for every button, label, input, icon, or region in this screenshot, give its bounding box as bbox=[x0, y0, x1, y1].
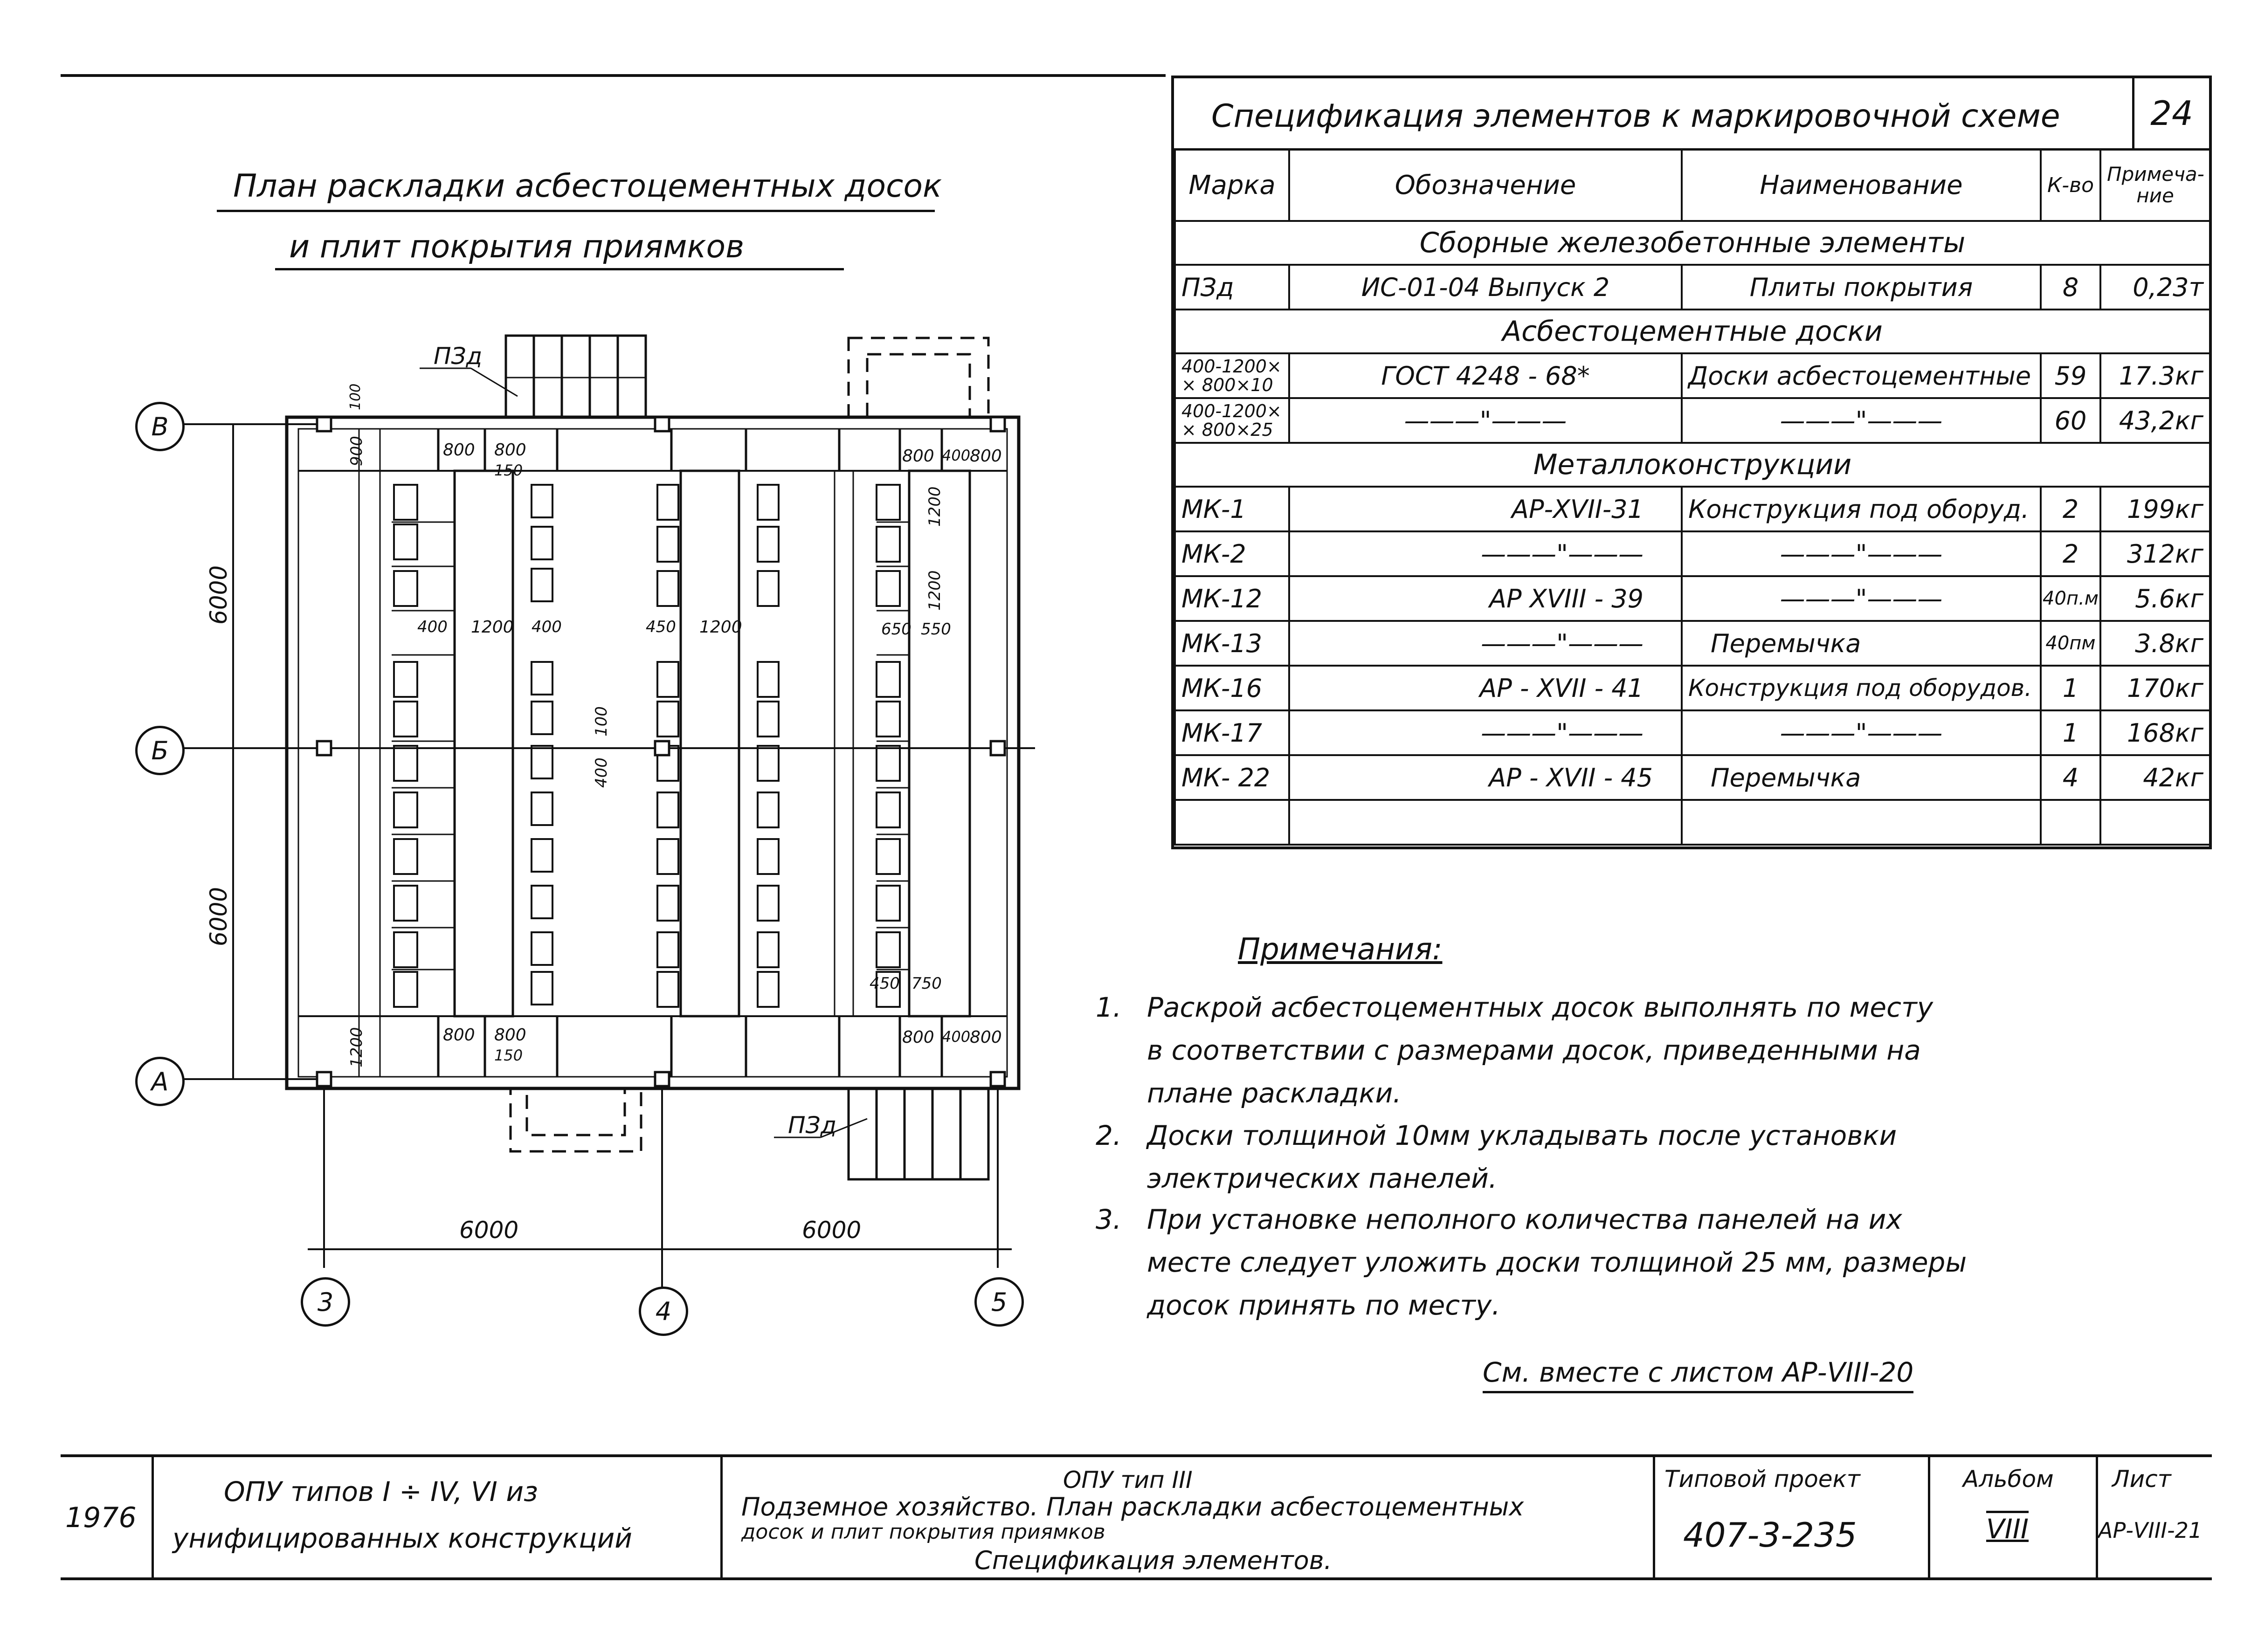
dim-label: 800 bbox=[443, 1026, 475, 1045]
cell-qty: 4 bbox=[2041, 755, 2100, 800]
cell-name: Плиты покрытия bbox=[1682, 265, 2041, 310]
header-note: Примеча- ние bbox=[2100, 149, 2210, 221]
spec-row bbox=[1175, 398, 2210, 443]
cell-mark: МК-13 bbox=[1175, 621, 1289, 666]
cell-mark: 400-1200× × 800×25 bbox=[1175, 398, 1289, 443]
page-number: 24 bbox=[2132, 78, 2209, 148]
section-row bbox=[1175, 443, 2210, 487]
description-line2: досок и плит покрытия приямков bbox=[741, 1520, 1105, 1544]
cell-qty: 2 bbox=[2041, 531, 2100, 576]
dim-label: 1200 bbox=[347, 1027, 366, 1067]
spec-title: Спецификация элементов к маркировочной схеме bbox=[1211, 98, 2060, 135]
axis-marker-row-a: А bbox=[135, 1057, 185, 1106]
header-qty: К-во bbox=[2041, 149, 2100, 221]
cell-designation: АР - XVII - 45 bbox=[1289, 755, 1682, 800]
description-cell bbox=[723, 1457, 1655, 1577]
cell-mark: ПЗд bbox=[1175, 265, 1289, 310]
vert-dim-top: 6000 bbox=[205, 565, 232, 625]
note-3 bbox=[1096, 1198, 1967, 1327]
spec-header-row bbox=[1175, 149, 2210, 221]
header-name: Наименование bbox=[1682, 149, 2041, 221]
cell-mark: 400-1200× × 800×10 bbox=[1175, 353, 1289, 398]
note-number: 1. bbox=[1096, 991, 1122, 1023]
note-text: месте следует уложить доски толщиной 25 мм, размеры bbox=[1147, 1246, 1967, 1278]
span-dim-right: 6000 bbox=[802, 1217, 862, 1244]
cell-note: 199кг bbox=[2100, 487, 2210, 531]
cell-name: ———"——— bbox=[1682, 531, 2041, 576]
dim-label: 1200 bbox=[925, 570, 944, 611]
header-mark: Марка bbox=[1175, 149, 1289, 221]
dim-label: 800 bbox=[902, 1028, 934, 1047]
axis-marker-col-5: 5 bbox=[974, 1277, 1024, 1327]
dim-label: 750 bbox=[911, 974, 942, 993]
cell-mark: МК-1 bbox=[1175, 487, 1289, 531]
section-asbestos: Асбестоцементные доски bbox=[1175, 310, 2210, 353]
dim-label: 100 bbox=[347, 383, 364, 410]
cell-name: Конструкция под оборуд. bbox=[1682, 487, 2041, 531]
spec-row bbox=[1175, 666, 2210, 710]
note-text: При установке неполного количества панелей на их bbox=[1147, 1204, 1902, 1235]
dim-label: 400 bbox=[942, 1028, 971, 1046]
spec-row bbox=[1175, 576, 2210, 621]
cell-note: 312кг bbox=[2100, 531, 2210, 576]
cell-name bbox=[1682, 800, 2041, 845]
dim-label: 800 bbox=[494, 441, 526, 460]
axis-marker-row-v: В bbox=[135, 402, 185, 451]
spec-row bbox=[1175, 265, 2210, 310]
note-text: электрических панелей. bbox=[1147, 1163, 1498, 1194]
cell-qty: 60 bbox=[2041, 398, 2100, 443]
typical-project-value: 407-3-235 bbox=[1683, 1515, 1857, 1555]
cell-mark: МК-17 bbox=[1175, 710, 1289, 755]
typical-project-label: Типовой проект bbox=[1664, 1466, 1860, 1493]
note-text: плане раскладки. bbox=[1147, 1077, 1402, 1109]
cell-designation: ———"——— bbox=[1289, 398, 1682, 443]
header-designation: Обозначение bbox=[1289, 149, 1682, 221]
dim-label: 1200 bbox=[471, 618, 514, 637]
dim-label: 800 bbox=[970, 447, 1002, 466]
album-value: VIII bbox=[1986, 1513, 2029, 1545]
slab-label-top: ПЗд bbox=[434, 343, 483, 370]
axis-marker-col-4: 4 bbox=[639, 1287, 688, 1336]
dim-label: 800 bbox=[443, 441, 475, 460]
dim-label: 450 bbox=[870, 974, 900, 993]
cell-qty: 8 bbox=[2041, 265, 2100, 310]
note-text: Доски толщиной 10мм укладывать после установки bbox=[1147, 1120, 1897, 1151]
cell-name: ———"——— bbox=[1682, 398, 2041, 443]
dim-label: 150 bbox=[494, 1046, 523, 1064]
section-metal: Металлоконструкции bbox=[1175, 443, 2210, 487]
cell-note: 17.3кг bbox=[2100, 353, 2210, 398]
cell-name: Конструкция под оборудов. bbox=[1682, 666, 2041, 710]
note-number: 2. bbox=[1096, 1120, 1122, 1151]
span-dim-left: 6000 bbox=[459, 1217, 519, 1244]
description-line3: Спецификация элементов. bbox=[974, 1546, 1332, 1575]
cell-designation: ГОСТ 4248 - 68* bbox=[1289, 353, 1682, 398]
plan-drawing bbox=[0, 0, 1166, 1398]
cell-note: 3.8кг bbox=[2100, 621, 2210, 666]
cell-designation: АР-ХVII-31 bbox=[1289, 487, 1682, 531]
cell-mark bbox=[1175, 800, 1289, 845]
note-number: 3. bbox=[1096, 1204, 1122, 1235]
cell-designation: ———"——— bbox=[1289, 621, 1682, 666]
note-text: Раскрой асбестоцементных досок выполнять по месту bbox=[1147, 991, 1933, 1023]
dim-label: 800 bbox=[494, 1026, 526, 1045]
see-also-reference: См. вместе с листом АР-VIII-20 bbox=[1483, 1356, 1913, 1393]
spec-row bbox=[1175, 621, 2210, 666]
dim-label: 400 bbox=[592, 757, 611, 788]
dim-label: 1200 bbox=[925, 486, 944, 527]
specification-table bbox=[1171, 76, 2212, 849]
spec-title-row bbox=[1174, 78, 2209, 151]
cell-qty: 2 bbox=[2041, 487, 2100, 531]
cell-name: Перемычка bbox=[1682, 621, 2041, 666]
cell-designation: ———"——— bbox=[1289, 531, 1682, 576]
spec-row bbox=[1175, 710, 2210, 755]
cell-designation: АР - XVII - 41 bbox=[1289, 666, 1682, 710]
axis-marker-row-b: Б bbox=[135, 726, 185, 775]
cell-mark: МК- 22 bbox=[1175, 755, 1289, 800]
sheet-cell bbox=[2098, 1457, 2212, 1577]
spec-grid bbox=[1174, 148, 2211, 846]
spec-row bbox=[1175, 531, 2210, 576]
cell-mark: МК-12 bbox=[1175, 576, 1289, 621]
note-text: в соответствии с размерами досок, приведенными на bbox=[1147, 1034, 1921, 1066]
cell-note: 0,23т bbox=[2100, 265, 2210, 310]
type-label: ОПУ тип III bbox=[1063, 1466, 1193, 1494]
dim-label: 450 bbox=[646, 618, 676, 636]
project-line2: унифицированных конструкций bbox=[173, 1522, 632, 1554]
cell-qty: 1 bbox=[2041, 666, 2100, 710]
note-1 bbox=[1096, 986, 1933, 1115]
spec-row bbox=[1175, 755, 2210, 800]
cell-designation: АР XVIII - 39 bbox=[1289, 576, 1682, 621]
cell-note: 42кг bbox=[2100, 755, 2210, 800]
dim-label: 1200 bbox=[699, 618, 742, 637]
cell-mark: МК-16 bbox=[1175, 666, 1289, 710]
cell-note bbox=[2100, 800, 2210, 845]
slab-label-bottom: ПЗд bbox=[788, 1112, 837, 1139]
cell-designation bbox=[1289, 800, 1682, 845]
description-line1: Подземное хозяйство. План раскладки асбестоцементных bbox=[741, 1492, 1524, 1521]
dim-label: 800 bbox=[902, 447, 934, 466]
dim-label: 100 bbox=[592, 706, 611, 737]
year: 1976 bbox=[65, 1501, 137, 1534]
cell-name: ———"——— bbox=[1682, 576, 2041, 621]
album-cell bbox=[1930, 1457, 2098, 1577]
notes-heading: Примечания: bbox=[1238, 932, 1443, 967]
cell-name: ———"——— bbox=[1682, 710, 2041, 755]
cell-qty: 40пм bbox=[2041, 621, 2100, 666]
sheet-value: АР-VIII-21 bbox=[2098, 1518, 2203, 1543]
project-line1: ОПУ типов I ÷ IV, VI из bbox=[224, 1476, 538, 1507]
dim-label: 400 bbox=[942, 447, 971, 464]
plan-title-line1: План раскладки асбестоцементных досок bbox=[233, 168, 942, 205]
cell-qty bbox=[2041, 800, 2100, 845]
spec-row bbox=[1175, 800, 2210, 845]
dim-label: 550 bbox=[921, 620, 951, 639]
cell-mark: МК-2 bbox=[1175, 531, 1289, 576]
dim-label: 400 bbox=[532, 618, 562, 636]
note-text: досок принять по месту. bbox=[1147, 1289, 1500, 1321]
section-precast: Сборные железобетонные элементы bbox=[1175, 221, 2210, 265]
cell-note: 5.6кг bbox=[2100, 576, 2210, 621]
spec-row bbox=[1175, 487, 2210, 531]
project-cell bbox=[154, 1457, 723, 1577]
axis-marker-col-3: 3 bbox=[301, 1277, 350, 1327]
cell-name: Перемычка bbox=[1682, 755, 2041, 800]
cell-note: 43,2кг bbox=[2100, 398, 2210, 443]
dim-label: 400 bbox=[417, 618, 448, 636]
note-2 bbox=[1096, 1114, 1897, 1200]
cell-qty: 59 bbox=[2041, 353, 2100, 398]
cell-name: Доски асбестоцементные bbox=[1682, 353, 2041, 398]
plan-title-line2: и плит покрытия приямков bbox=[289, 228, 745, 265]
cell-qty: 40п.м bbox=[2041, 576, 2100, 621]
dim-label: 150 bbox=[494, 461, 523, 479]
dim-label: 800 bbox=[970, 1028, 1002, 1047]
cell-designation: ———"——— bbox=[1289, 710, 1682, 755]
sheet-label: Лист bbox=[2112, 1466, 2171, 1493]
cell-qty: 1 bbox=[2041, 710, 2100, 755]
dim-label: 900 bbox=[347, 436, 366, 466]
section-row bbox=[1175, 221, 2210, 265]
spec-row bbox=[1175, 353, 2210, 398]
typical-project-cell bbox=[1655, 1457, 1930, 1577]
cell-note: 170кг bbox=[2100, 666, 2210, 710]
cell-designation: ИС-01-04 Выпуск 2 bbox=[1289, 265, 1682, 310]
title-block bbox=[61, 1454, 2212, 1580]
cell-note: 168кг bbox=[2100, 710, 2210, 755]
year-cell bbox=[61, 1457, 154, 1577]
section-row bbox=[1175, 310, 2210, 353]
dim-label: 650 bbox=[881, 620, 911, 639]
vert-dim-bottom: 6000 bbox=[205, 887, 232, 946]
album-label: Альбом bbox=[1963, 1466, 2054, 1493]
